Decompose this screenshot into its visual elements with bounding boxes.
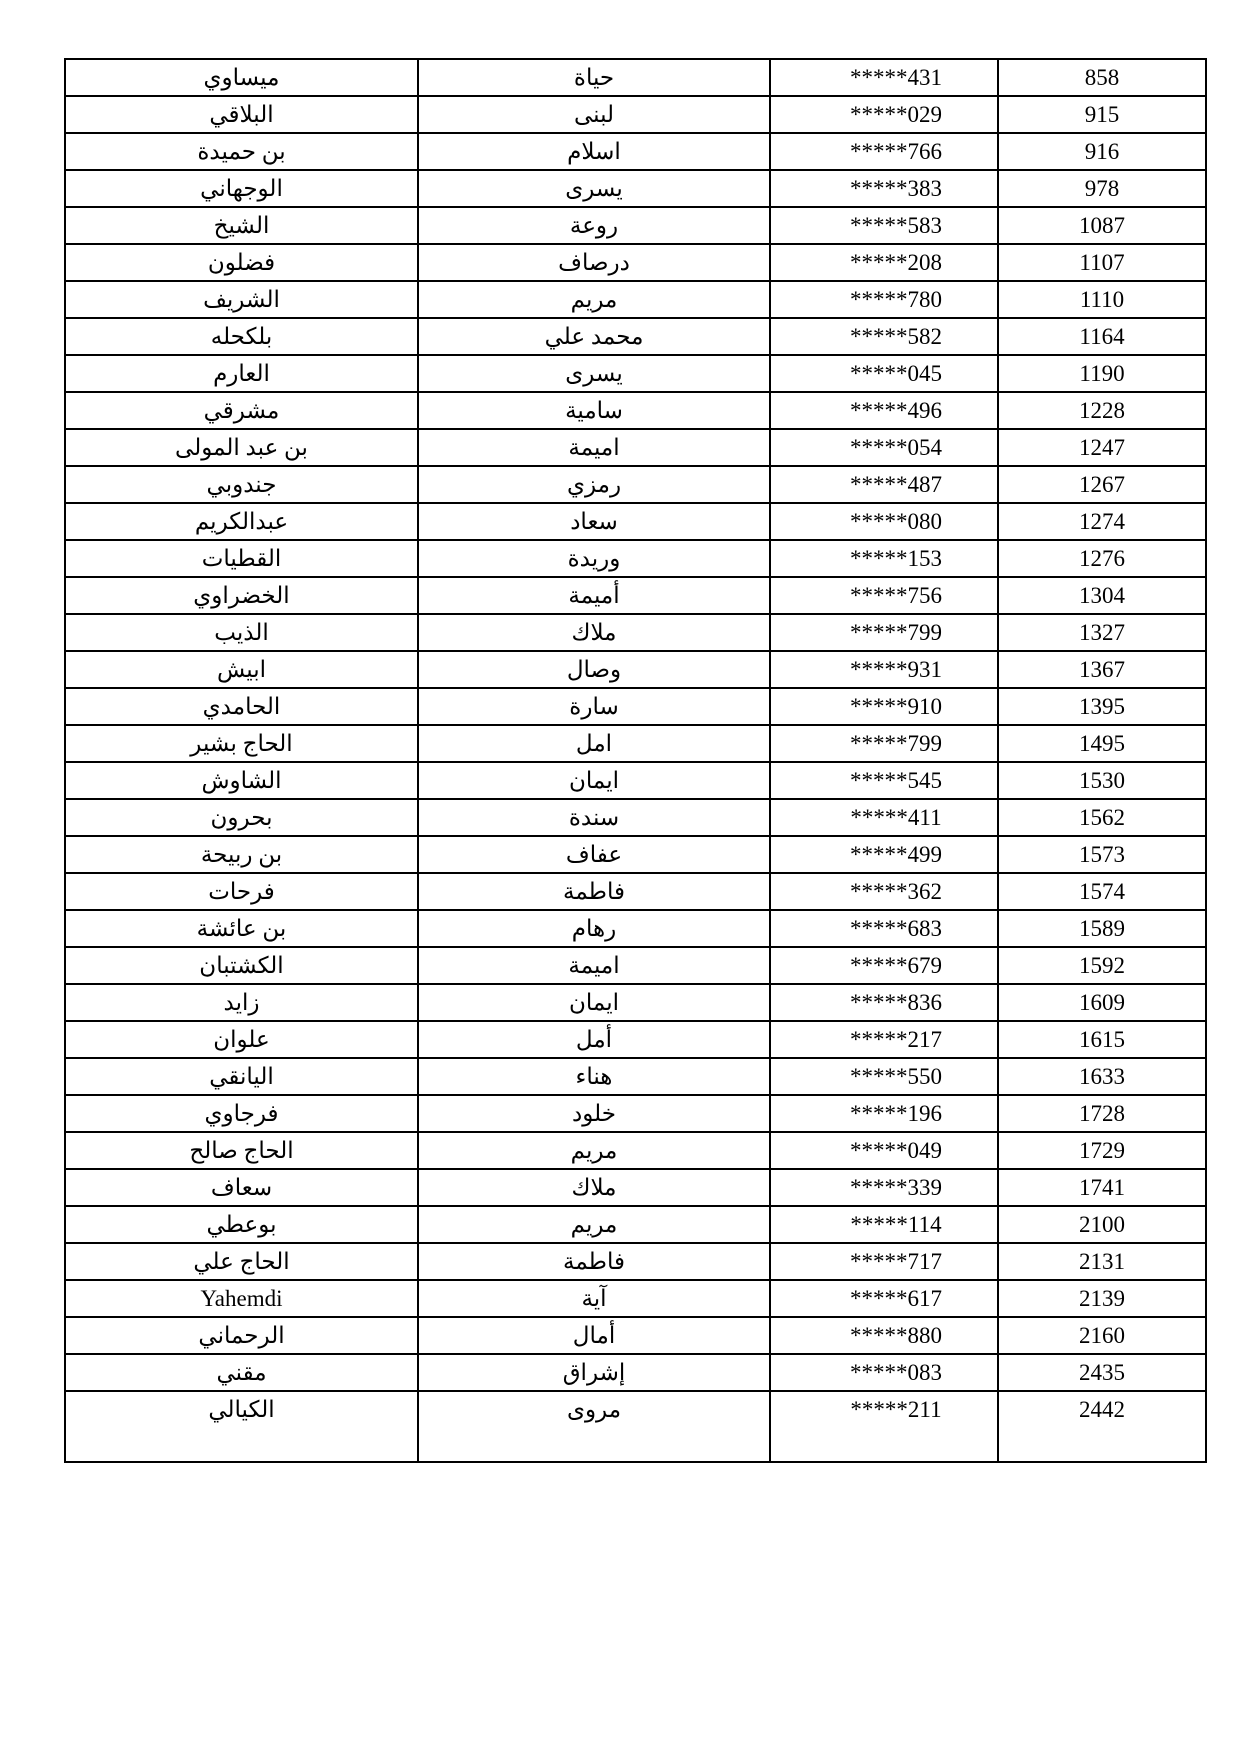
first-name-cell: مريم	[418, 281, 770, 318]
masked-id-cell	[770, 1206, 998, 1243]
masked-id-text: *****617	[850, 1286, 942, 1311]
masked-id-text: *****049	[850, 1138, 942, 1163]
number-cell: 858	[998, 59, 1206, 96]
first-name-cell: عفاف	[418, 836, 770, 873]
masked-id-text: *****114	[850, 1212, 942, 1237]
masked-id-cell	[770, 1243, 998, 1280]
last-name-cell: مقني	[65, 1354, 418, 1391]
masked-id-text: *****931	[850, 657, 942, 682]
masked-id-cell	[770, 1021, 998, 1058]
masked-id-cell	[770, 429, 998, 466]
masked-id-text: *****208	[850, 250, 942, 275]
table-row	[65, 170, 1206, 207]
first-name-cell: سعاد	[418, 503, 770, 540]
masked-id-cell	[770, 1280, 998, 1317]
table-row	[65, 873, 1206, 910]
table-row	[65, 355, 1206, 392]
masked-id-cell	[770, 577, 998, 614]
last-name-cell: الشيخ	[65, 207, 418, 244]
masked-id-cell	[770, 170, 998, 207]
masked-id-cell	[770, 1058, 998, 1095]
table-row	[65, 1243, 1206, 1280]
number-cell: 2131	[998, 1243, 1206, 1280]
table-row	[65, 392, 1206, 429]
masked-id-text: *****362	[850, 879, 942, 904]
masked-id-cell	[770, 651, 998, 688]
number-cell: 915	[998, 96, 1206, 133]
masked-id-text: *****499	[850, 842, 942, 867]
table-row	[65, 429, 1206, 466]
masked-id-text: *****217	[850, 1027, 942, 1052]
masked-id-text: *****780	[850, 287, 942, 312]
first-name-cell: رهام	[418, 910, 770, 947]
masked-id-cell	[770, 873, 998, 910]
last-name-cell: فرجاوي	[65, 1095, 418, 1132]
masked-id-text: *****683	[850, 916, 942, 941]
number-cell: 2442	[998, 1391, 1206, 1462]
masked-id-text: *****339	[850, 1175, 942, 1200]
table-row	[65, 1354, 1206, 1391]
number-cell: 1395	[998, 688, 1206, 725]
last-name-cell: الحاج علي	[65, 1243, 418, 1280]
masked-id-cell	[770, 318, 998, 355]
masked-id-text: *****153	[850, 546, 942, 571]
masked-id-text: *****496	[850, 398, 942, 423]
first-name-cell: أمل	[418, 1021, 770, 1058]
masked-id-cell	[770, 1317, 998, 1354]
masked-id-cell	[770, 96, 998, 133]
masked-id-text: *****545	[850, 768, 942, 793]
masked-id-cell	[770, 59, 998, 96]
masked-id-text: *****431	[850, 65, 942, 90]
masked-id-cell	[770, 1354, 998, 1391]
last-name-cell: ميساوي	[65, 59, 418, 96]
last-name-cell: علوان	[65, 1021, 418, 1058]
masked-id-cell	[770, 984, 998, 1021]
masked-id-text: *****836	[850, 990, 942, 1015]
last-name-cell: ابيش	[65, 651, 418, 688]
table-row	[65, 577, 1206, 614]
masked-id-text: *****582	[850, 324, 942, 349]
last-name-cell: الرحماني	[65, 1317, 418, 1354]
first-name-cell: لبنى	[418, 96, 770, 133]
last-name-cell: بحرون	[65, 799, 418, 836]
first-name-cell: اميمة	[418, 429, 770, 466]
number-cell: 1729	[998, 1132, 1206, 1169]
first-name-cell: مروى	[418, 1391, 770, 1462]
masked-id-text: *****045	[850, 361, 942, 386]
table-row	[65, 96, 1206, 133]
masked-id-cell	[770, 762, 998, 799]
first-name-cell: فاطمة	[418, 873, 770, 910]
last-name-cell: بن حميدة	[65, 133, 418, 170]
masked-id-text: *****799	[850, 620, 942, 645]
masked-id-cell	[770, 1169, 998, 1206]
masked-id-text: *****383	[850, 176, 942, 201]
masked-id-cell	[770, 466, 998, 503]
first-name-cell: فاطمة	[418, 1243, 770, 1280]
masked-id-cell	[770, 614, 998, 651]
masked-id-cell	[770, 688, 998, 725]
number-cell: 1741	[998, 1169, 1206, 1206]
table-row	[65, 836, 1206, 873]
last-name-cell: اليانقي	[65, 1058, 418, 1095]
first-name-cell: إشراق	[418, 1354, 770, 1391]
first-name-cell: خلود	[418, 1095, 770, 1132]
table-row	[65, 503, 1206, 540]
number-cell: 1495	[998, 725, 1206, 762]
table-row	[65, 1280, 1206, 1317]
masked-id-text: *****083	[850, 1360, 942, 1385]
masked-id-text: *****550	[850, 1064, 942, 1089]
number-cell: 1573	[998, 836, 1206, 873]
masked-id-text: *****583	[850, 213, 942, 238]
masked-id-text: *****411	[850, 805, 942, 830]
first-name-cell: يسرى	[418, 170, 770, 207]
last-name-cell: الشريف	[65, 281, 418, 318]
number-cell: 1190	[998, 355, 1206, 392]
masked-id-cell	[770, 133, 998, 170]
first-name-cell: هناء	[418, 1058, 770, 1095]
first-name-cell: روعة	[418, 207, 770, 244]
masked-id-text: *****211	[850, 1397, 942, 1422]
first-name-cell: ملاك	[418, 1169, 770, 1206]
first-name-cell: يسرى	[418, 355, 770, 392]
table-row	[65, 466, 1206, 503]
first-name-cell: اميمة	[418, 947, 770, 984]
number-cell: 1327	[998, 614, 1206, 651]
masked-id-cell	[770, 281, 998, 318]
table-row	[65, 1317, 1206, 1354]
last-name-cell: بوعطي	[65, 1206, 418, 1243]
table-row	[65, 133, 1206, 170]
last-name-cell: سعاف	[65, 1169, 418, 1206]
last-name-cell: عبدالكريم	[65, 503, 418, 540]
masked-id-cell	[770, 540, 998, 577]
table-row	[65, 1021, 1206, 1058]
table-row	[65, 1058, 1206, 1095]
masked-id-cell	[770, 244, 998, 281]
number-cell: 1633	[998, 1058, 1206, 1095]
table-row	[65, 799, 1206, 836]
table-row	[65, 59, 1206, 96]
number-cell: 916	[998, 133, 1206, 170]
first-name-cell: مريم	[418, 1132, 770, 1169]
table-row	[65, 1169, 1206, 1206]
masked-id-cell	[770, 1132, 998, 1169]
table-row	[65, 614, 1206, 651]
number-cell: 1592	[998, 947, 1206, 984]
table-row	[65, 910, 1206, 947]
last-name-cell: القطيات	[65, 540, 418, 577]
first-name-cell: درصاف	[418, 244, 770, 281]
first-name-cell: سندة	[418, 799, 770, 836]
masked-id-cell	[770, 392, 998, 429]
masked-id-cell	[770, 836, 998, 873]
first-name-cell: وريدة	[418, 540, 770, 577]
last-name-cell: الحاج بشير	[65, 725, 418, 762]
last-name-cell: زايد	[65, 984, 418, 1021]
table-row	[65, 1095, 1206, 1132]
number-cell: 1562	[998, 799, 1206, 836]
number-cell: 2139	[998, 1280, 1206, 1317]
table-row	[65, 688, 1206, 725]
last-name-cell: بن ربيحة	[65, 836, 418, 873]
number-cell: 1589	[998, 910, 1206, 947]
last-name-cell: الكشتبان	[65, 947, 418, 984]
table-row	[65, 318, 1206, 355]
masked-id-cell	[770, 1391, 998, 1462]
masked-id-text: *****880	[850, 1323, 942, 1348]
last-name-cell: الخضراوي	[65, 577, 418, 614]
number-cell: 1164	[998, 318, 1206, 355]
masked-id-cell	[770, 947, 998, 984]
masked-id-text: *****910	[850, 694, 942, 719]
number-cell: 1615	[998, 1021, 1206, 1058]
number-cell: 2160	[998, 1317, 1206, 1354]
number-cell: 1530	[998, 762, 1206, 799]
masked-id-cell	[770, 799, 998, 836]
table-row	[65, 540, 1206, 577]
masked-id-text: *****717	[850, 1249, 942, 1274]
number-cell: 1574	[998, 873, 1206, 910]
last-name-cell: البلاقي	[65, 96, 418, 133]
first-name-cell: محمد علي	[418, 318, 770, 355]
first-name-cell: حياة	[418, 59, 770, 96]
last-name-cell: الحامدي	[65, 688, 418, 725]
masked-id-text: *****196	[850, 1101, 942, 1126]
last-name-cell: الذيب	[65, 614, 418, 651]
masked-id-cell	[770, 910, 998, 947]
last-name-cell: الكيالي	[65, 1391, 418, 1462]
masked-id-cell	[770, 355, 998, 392]
number-cell: 1087	[998, 207, 1206, 244]
table-row	[65, 1206, 1206, 1243]
masked-id-text: *****756	[850, 583, 942, 608]
last-name-cell: الوجهاني	[65, 170, 418, 207]
last-name-cell: بلكحله	[65, 318, 418, 355]
masked-id-text: *****679	[850, 953, 942, 978]
last-name-cell: فضلون	[65, 244, 418, 281]
last-name-cell: الحاج صالح	[65, 1132, 418, 1169]
first-name-cell: أمال	[418, 1317, 770, 1354]
number-cell: 1276	[998, 540, 1206, 577]
table-row	[65, 1132, 1206, 1169]
masked-id-text: *****080	[850, 509, 942, 534]
table-row	[65, 762, 1206, 799]
last-name-cell: مشرقي	[65, 392, 418, 429]
table-row	[65, 207, 1206, 244]
first-name-cell: ايمان	[418, 762, 770, 799]
first-name-cell: مريم	[418, 1206, 770, 1243]
table-row	[65, 281, 1206, 318]
table-row	[65, 947, 1206, 984]
first-name-cell: رمزي	[418, 466, 770, 503]
number-cell: 1609	[998, 984, 1206, 1021]
last-name-cell: بن عبد المولى	[65, 429, 418, 466]
masked-id-cell	[770, 725, 998, 762]
number-cell: 978	[998, 170, 1206, 207]
number-cell: 2435	[998, 1354, 1206, 1391]
number-cell: 1367	[998, 651, 1206, 688]
masked-id-text: *****487	[850, 472, 942, 497]
last-name-cell: الشاوش	[65, 762, 418, 799]
first-name-cell: وصال	[418, 651, 770, 688]
first-name-cell: آية	[418, 1280, 770, 1317]
masked-id-text: *****799	[850, 731, 942, 756]
first-name-cell: سامية	[418, 392, 770, 429]
number-cell: 1728	[998, 1095, 1206, 1132]
number-cell: 1110	[998, 281, 1206, 318]
number-cell: 1107	[998, 244, 1206, 281]
table-row	[65, 244, 1206, 281]
results-table	[64, 58, 1207, 1463]
masked-id-cell	[770, 503, 998, 540]
table-row	[65, 725, 1206, 762]
number-cell: 1228	[998, 392, 1206, 429]
number-cell: 1274	[998, 503, 1206, 540]
number-cell: 1247	[998, 429, 1206, 466]
number-cell: 1304	[998, 577, 1206, 614]
masked-id-cell	[770, 207, 998, 244]
first-name-cell: أميمة	[418, 577, 770, 614]
number-cell: 2100	[998, 1206, 1206, 1243]
first-name-cell: سارة	[418, 688, 770, 725]
masked-id-text: *****054	[850, 435, 942, 460]
first-name-cell: ايمان	[418, 984, 770, 1021]
first-name-cell: اسلام	[418, 133, 770, 170]
masked-id-cell	[770, 1095, 998, 1132]
first-name-cell: امل	[418, 725, 770, 762]
masked-id-text: *****029	[850, 102, 942, 127]
last-name-cell: بن عائشة	[65, 910, 418, 947]
masked-id-text: *****766	[850, 139, 942, 164]
table-row	[65, 651, 1206, 688]
number-cell: 1267	[998, 466, 1206, 503]
results-table-body	[65, 59, 1206, 1462]
table-row	[65, 1391, 1206, 1462]
table-row	[65, 984, 1206, 1021]
last-name-cell: جندوبي	[65, 466, 418, 503]
first-name-cell: ملاك	[418, 614, 770, 651]
last-name-cell: العارم	[65, 355, 418, 392]
last-name-cell: Yahemdi	[65, 1280, 418, 1317]
last-name-cell: فرحات	[65, 873, 418, 910]
